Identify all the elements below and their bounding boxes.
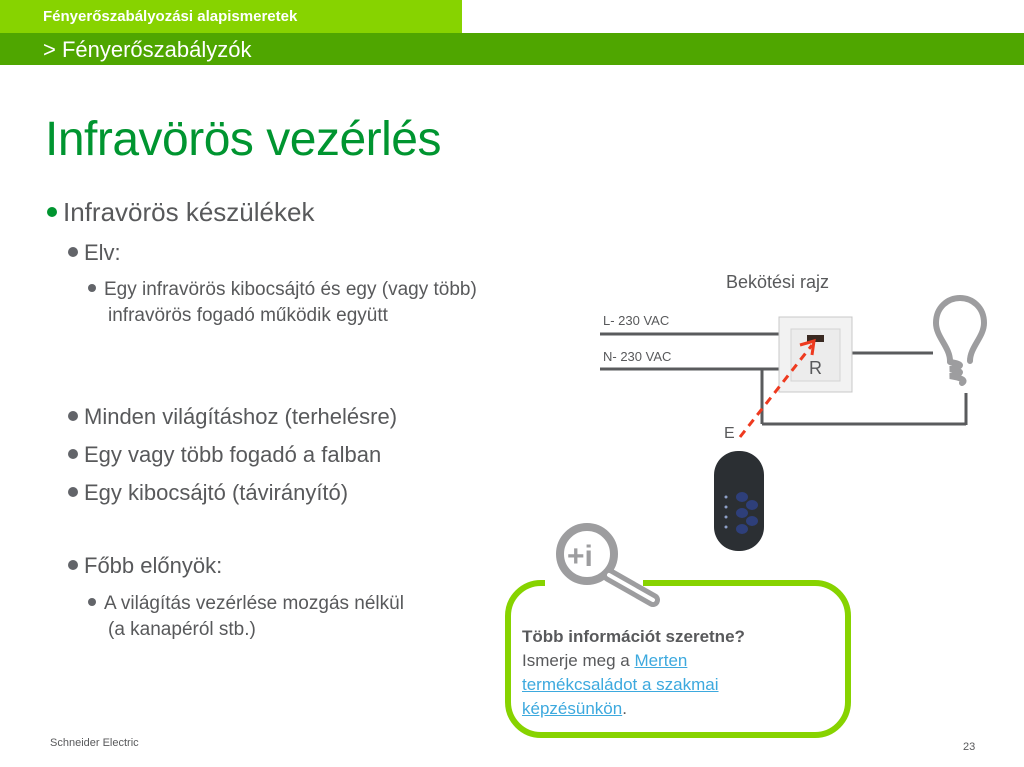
bullet-dot-icon — [88, 284, 96, 292]
bullet-dot-icon — [68, 560, 78, 570]
remote-control-icon — [714, 451, 764, 551]
bullet-advantages-detail: A világítás vezérlése mozgás nélkül (a kanapéról stb.) — [88, 591, 404, 643]
bullet-item-1: Minden világításhoz (terhelésre) — [68, 404, 397, 430]
subsection-title: > Fényerőszabályzók — [43, 37, 252, 62]
slide-title: Infravörös vezérlés — [45, 113, 441, 166]
bullet-item-2: Egy vagy több fogadó a falban — [68, 442, 381, 468]
bullet-dot-icon — [68, 247, 78, 257]
diagram-title: Bekötési rajz — [726, 272, 830, 292]
receiver-switch-icon — [779, 317, 852, 392]
page-number: 23 — [963, 741, 976, 753]
bullet-dot-icon — [88, 598, 96, 606]
merten-link[interactable]: Merten — [634, 651, 688, 670]
bullet-elv: Elv: — [68, 240, 121, 266]
bullet-dot-icon — [68, 487, 78, 497]
bullet-advantages: Főbb előnyök: — [68, 553, 222, 579]
svg-text:R: R — [809, 358, 822, 378]
info-callout-text: Több információt szeretne? Ismerje meg a Merten termékcsaládot a szakmai képzésünkön. — [522, 627, 745, 718]
training-link-cont[interactable]: képzésünkön — [522, 699, 623, 718]
info-heading: Több információt szeretne? — [522, 627, 745, 646]
magnifier-plus-info-icon — [553, 520, 673, 610]
training-link[interactable]: termékcsaládot a szakmai — [522, 675, 719, 694]
subsection-header-bar — [0, 33, 1024, 65]
bullet-main: Infravörös készülékek — [47, 197, 314, 228]
bullet-dot-icon — [47, 207, 57, 217]
section-title: Fényerőszabályozási alapismeretek — [43, 8, 298, 25]
bullet-elv-detail: Egy infravörös kibocsájtó és egy (vagy több) infravörös fogadó működik együtt — [88, 277, 477, 329]
footer-company: Schneider Electric — [50, 737, 139, 749]
svg-text:+i: +i — [567, 540, 593, 573]
bullet-dot-icon — [68, 411, 78, 421]
bullet-item-3: Egy kibocsájtó (távirányító) — [68, 480, 348, 506]
section-header-bar — [0, 0, 462, 33]
emitter-label: E — [724, 425, 735, 442]
line-n-label: N- 230 VAC — [603, 349, 672, 364]
light-bulb-icon — [936, 298, 984, 383]
bullet-dot-icon — [68, 449, 78, 459]
line-l-label: L- 230 VAC — [603, 313, 670, 328]
